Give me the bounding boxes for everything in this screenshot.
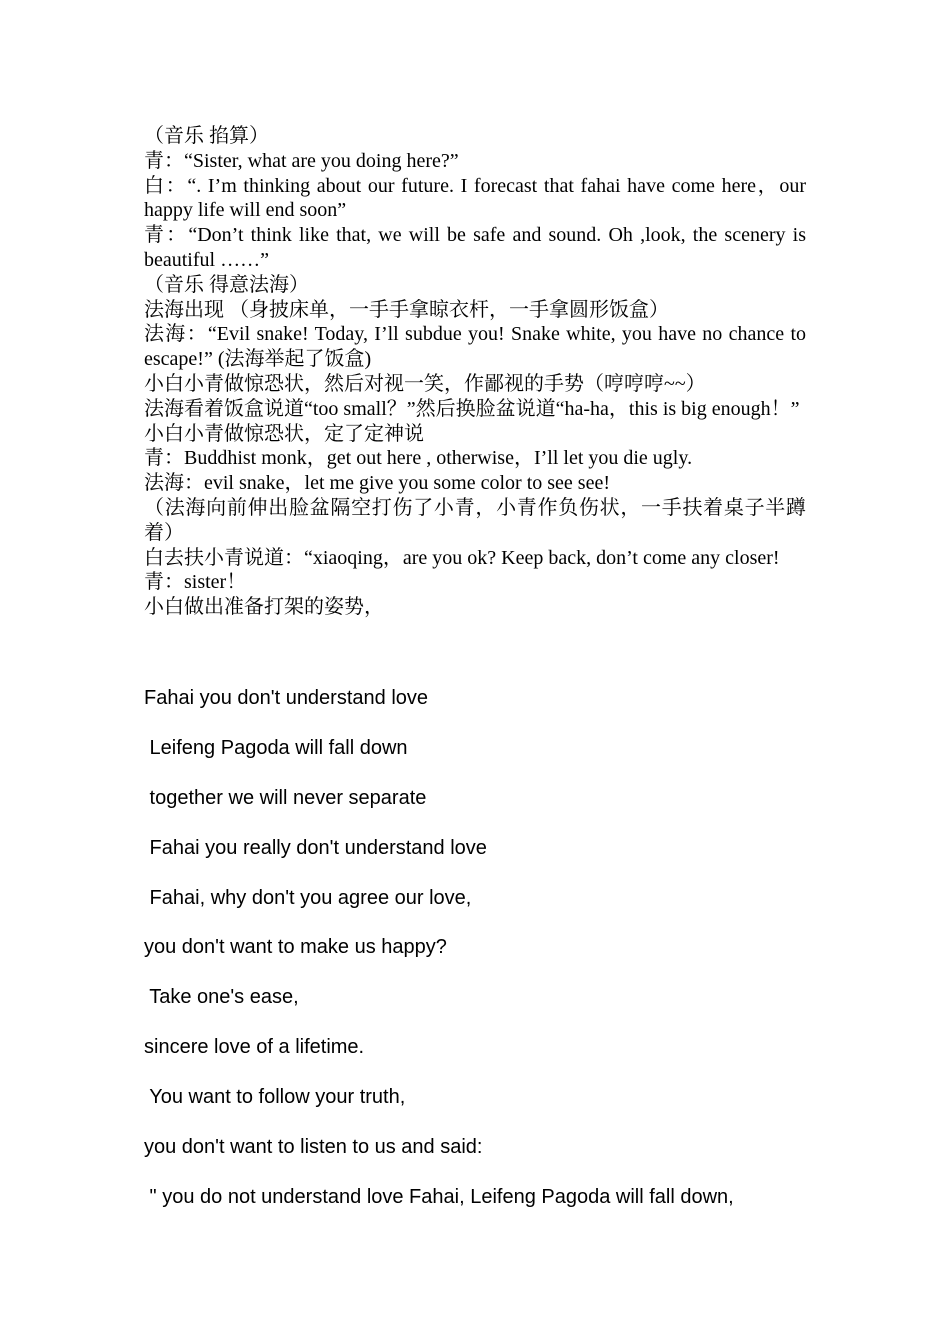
script-line: 法海看着饭盒说道“too small？”然后换脸盆说道“ha-ha，this is big enough！” bbox=[144, 397, 800, 420]
lyrics-line: together we will never separate bbox=[144, 786, 427, 809]
lyrics-line: Take one's ease, bbox=[144, 986, 299, 1009]
script-line: 青：sister！ bbox=[144, 571, 247, 594]
script-line: 法海出现 （身披床单，一手手拿晾衣杆，一手拿圆形饭盒） bbox=[144, 298, 669, 321]
lyrics-line: sincere love of a lifetime. bbox=[144, 1036, 365, 1059]
lyrics-line: You want to follow your truth, bbox=[144, 1086, 406, 1109]
script-line: （音乐 掐算） bbox=[144, 125, 269, 147]
script-line: 小白小青做惊恐状，然后对视一笑，作鄙视的手势（哼哼哼~~） bbox=[144, 372, 706, 395]
lyrics-line: " you do not understand love Fahai, Leifeng Pagoda will fall down, bbox=[144, 1185, 734, 1208]
script-line: 青：Buddhist monk，get out here , otherwise，I’ll let you die ugly. bbox=[144, 447, 693, 470]
script-section bbox=[144, 124, 806, 620]
script-line: 青：“Don’t think like that, we will be safe and sound. Oh ,look, the scenery is beautiful ……” bbox=[144, 224, 806, 271]
script-line: （法海向前伸出脸盆隔空打伤了小青，小青作负伤状，一手扶着桌子半蹲着） bbox=[144, 496, 806, 544]
script-line: 白去扶小青说道：“xiaoqing，are you ok? Keep back, don’t come any closer! bbox=[144, 546, 780, 569]
script-line: 法海：“Evil snake! Today, I’ll subdue you! Snake white, you have no chance to escape!” (法海举起了饭盒) bbox=[144, 323, 806, 371]
lyrics-line: Fahai you don't understand love bbox=[144, 687, 429, 709]
script-line: 青：“Sister, what are you doing here?” bbox=[144, 149, 459, 172]
script-line: 法海：evil snake，let me give you some color to see see! bbox=[144, 472, 610, 495]
script-line: 小白做出准备打架的姿势， bbox=[144, 596, 384, 619]
script-line: 白：“. I’m thinking about our future. I forecast that fahai have come here，our happy life will end soon” bbox=[144, 174, 806, 222]
script-line: （音乐 得意法海） bbox=[144, 273, 309, 296]
script-line: 小白小青做惊恐状，定了定神说 bbox=[144, 422, 424, 445]
lyrics-line: you don't want to make us happy? bbox=[144, 936, 447, 959]
lyrics-line: Fahai you really don't understand love bbox=[144, 836, 487, 859]
lyrics-line: you don't want to listen to us and said: bbox=[144, 1136, 483, 1159]
lyrics-line: Fahai, why don't you agree our love, bbox=[144, 886, 472, 909]
lyrics-line: Leifeng Pagoda will fall down bbox=[144, 736, 408, 759]
lyrics-section bbox=[144, 686, 844, 1235]
